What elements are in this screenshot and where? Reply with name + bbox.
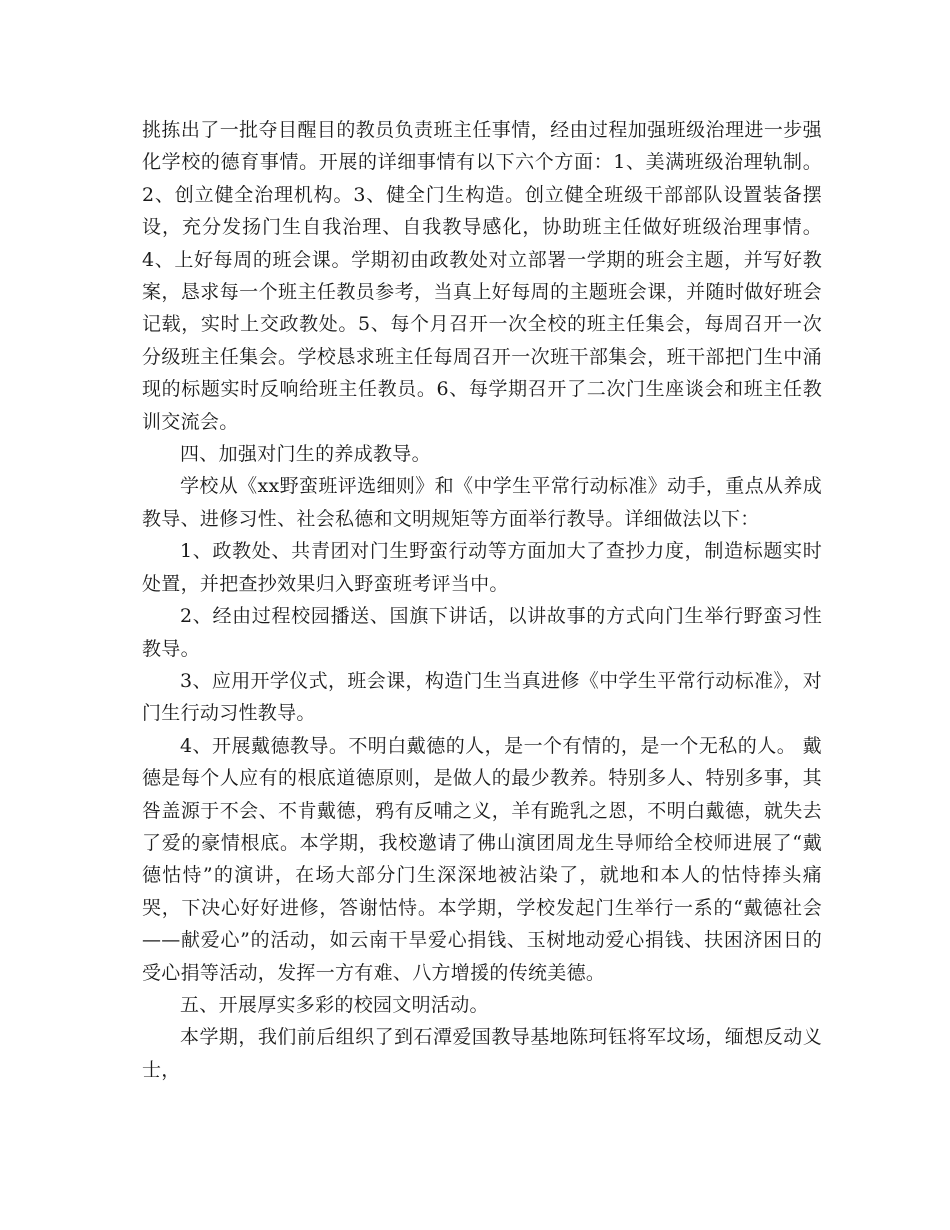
document-body — [142, 114, 822, 1086]
paragraph-item-2: 2、经由过程校园播送、国旗下讲话，以讲故事的方式向门生举行野蛮习性教导。 — [142, 605, 822, 660]
paragraph-campus-culture: 本学期，我们前后组织了到石潭爱国教导基地陈珂钰将军坟场，缅想反动义士， — [142, 1026, 822, 1081]
paragraph-item-4-gratitude: 4、开展戴德教导。不明白戴德的人，是一个有情的，是一个无私的人。 戴德是每个人应有的根底道德原则，是做人的最少教养。特别多人、特别多事，其咎盖源于不会、不肯戴德，鸦有反哺之义，羊有跪乳之恩，不明白戴德，就失去了爱的豪情根底。本学期，我校邀请了佛山演团周龙生导师给全校师进展了“戴德怙恃”的演讲，在场大部分门生深深地被沾染了，就地和本人的怙恃捧头痛哭，下决心好好进修，答谢怙恃。本学期，学校发起门生举行一系的“戴德社会——献爱心”的活动，如云南干旱爱心捐钱、玉树地动爱心捐钱、扶困济困日的受心捐等活动，发挥一方有难、八方增援的传统美德。 — [142, 734, 822, 984]
heading-habit-education: 四、加强对门生的养成教导。 — [180, 443, 431, 466]
paragraph-habit-intro: 学校从《xx野蛮班评选细则》和《中学生平常行动标准》动手，重点从养成教导、进修习性、社会私德和文明规矩等方面举行教导。详细做法以下： — [142, 475, 822, 530]
heading-campus-culture: 五、开展厚实多彩的校园文明活动。 — [180, 993, 489, 1016]
paragraph-item-1: 1、政教处、共青团对门生野蛮行动等方面加大了查抄力度，制造标题实时处置，并把查抄效果归入野蛮班考评当中。 — [142, 540, 822, 595]
paragraph-class-management: 挑拣出了一批夺目醒目的教员负责班主任事情，经由过程加强班级治理进一步强化学校的德育事情。开展的详细事情有以下六个方面：1、美满班级治理轨制。2、创立健全治理机构。3、健全门生构造。创立健全班级干部部队设置装备摆设，充分发扬门生自我治理、自我教导感化，协助班主任做好班级治理事情。4、上好每周的班会课。学期初由政教处对立部署一学期的班会主题，并写好教案，恳求每一个班主任教员参考，当真上好每周的主题班会课，并随时做好班会记载，实时上交政教处。5、每个月召开一次全校的班主任集会，每周召开一次分级班主任集会。学校恳求班主任每周召开一次班干部集会，班干部把门生中涌现的标题实时反响给班主任教员。6、每学期召开了二次门生座谈会和班主任教训交流会。 — [142, 119, 822, 433]
paragraph-item-3: 3、应用开学仪式，班会课，构造门生当真进修《中学生平常行动标准》，对门生行动习性教导。 — [142, 669, 822, 725]
